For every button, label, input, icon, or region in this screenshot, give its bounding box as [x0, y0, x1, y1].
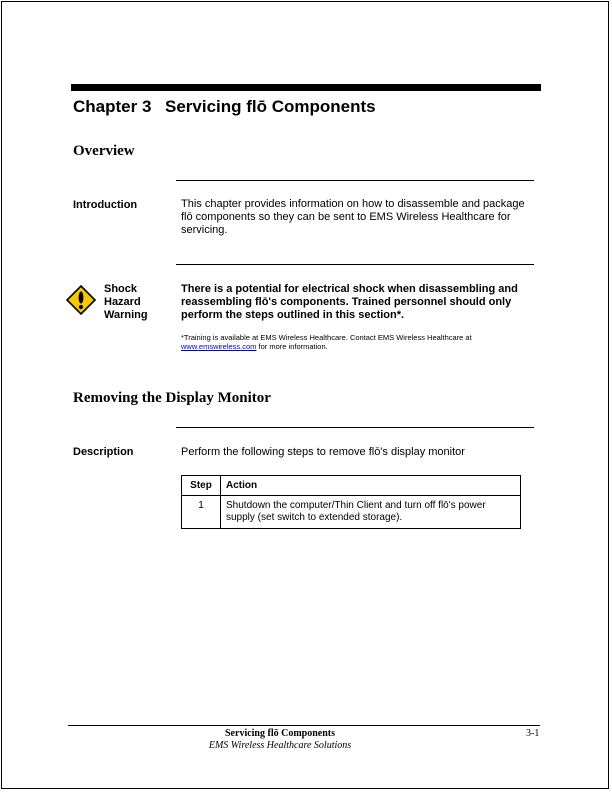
description-label: Description [73, 446, 134, 458]
footnote-text: *Training is available at EMS Wireless Healthcare. Contact EMS Wireless Healthcare at [181, 333, 472, 342]
description-rule [176, 427, 534, 428]
overview-heading: Overview [73, 143, 135, 159]
header-action: Action [221, 476, 521, 496]
removing-heading: Removing the Display Monitor [73, 390, 271, 406]
chapter-top-rule [71, 84, 541, 91]
steps-table [181, 475, 521, 529]
warning-text: There is a potential for electrical shock when disassembling and reassembling flō's components. Trained personnel should only perform the steps outlined in this section*. [181, 283, 518, 321]
intro-rule [176, 180, 534, 181]
warning-label-line: Shock [104, 283, 138, 295]
table-row [182, 496, 521, 529]
intro-label: Introduction [73, 199, 138, 211]
training-footnote [181, 333, 531, 351]
step-action: Shutdown the computer/Thin Client and turn off flō's power supply (set switch to extended storage). [221, 496, 521, 529]
warning-label-line: Hazard [104, 296, 141, 308]
footer-subtitle: EMS Wireless Healthcare Solutions [208, 740, 352, 751]
footer-title: Servicing flō Components [225, 728, 335, 739]
footer-rule [68, 725, 540, 726]
page-number: 3-1 [526, 728, 540, 739]
website-link[interactable]: www.emswireless.com [181, 342, 257, 351]
chapter-name: Servicing flō Components [165, 97, 376, 116]
step-number: 1 [182, 496, 221, 529]
intro-text: This chapter provides information on how to disassemble and package flō components so they can be sent to EMS Wireless Healthcare for servicing. [181, 198, 525, 236]
chapter-title [73, 97, 376, 117]
warning-icon [66, 285, 96, 315]
warning-label-line: Warning [104, 309, 148, 321]
table-header-row [182, 476, 521, 496]
footnote-suffix: for more information. [258, 342, 328, 351]
warning-rule [176, 264, 534, 265]
header-step: Step [182, 476, 221, 496]
chapter-number: Chapter 3 [73, 97, 152, 116]
warning-label [104, 283, 148, 322]
description-text: Perform the following steps to remove flō's display monitor [181, 446, 465, 458]
